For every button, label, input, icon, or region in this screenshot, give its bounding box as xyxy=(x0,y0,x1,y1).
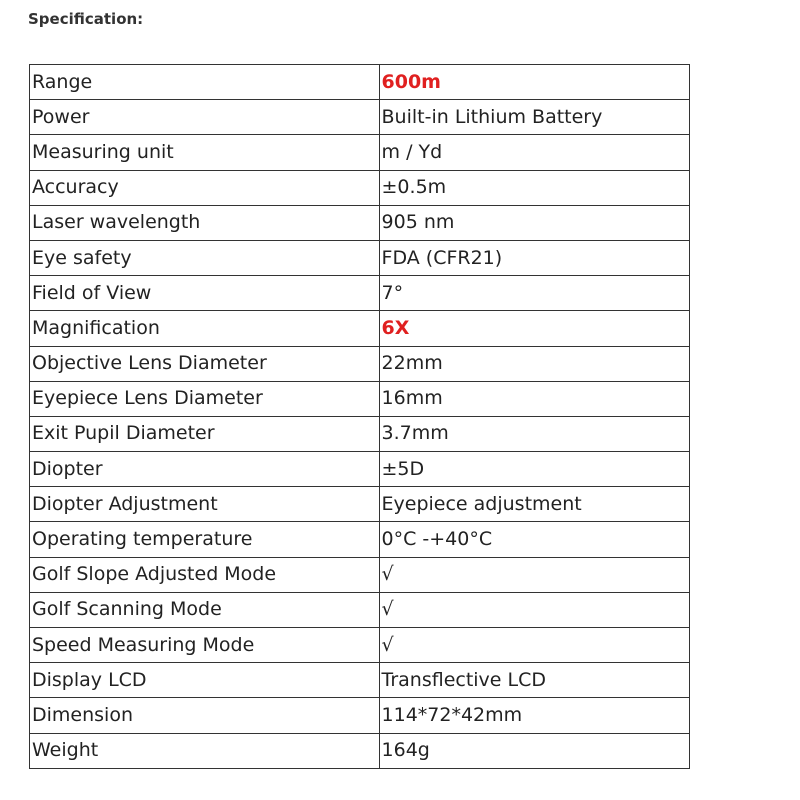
table-row xyxy=(30,311,690,346)
table-row xyxy=(30,628,690,663)
spec-label: Laser wavelength xyxy=(30,205,380,240)
spec-value: √ xyxy=(379,628,689,663)
table-row xyxy=(30,135,690,170)
spec-label: Diopter Adjustment xyxy=(30,487,380,522)
spec-value: 22mm xyxy=(379,346,689,381)
table-row xyxy=(30,487,690,522)
spec-label: Accuracy xyxy=(30,170,380,205)
spec-label: Dimension xyxy=(30,698,380,733)
spec-label: Weight xyxy=(30,733,380,768)
spec-value: 16mm xyxy=(379,381,689,416)
section-heading: Specification: xyxy=(28,10,144,28)
spec-label: Operating temperature xyxy=(30,522,380,557)
table-row xyxy=(30,557,690,592)
spec-value: m / Yd xyxy=(379,135,689,170)
table-row xyxy=(30,65,690,100)
spec-label: Exit Pupil Diameter xyxy=(30,416,380,451)
table-row xyxy=(30,381,690,416)
spec-label: Measuring unit xyxy=(30,135,380,170)
spec-label: Golf Slope Adjusted Mode xyxy=(30,557,380,592)
spec-value: Built-in Lithium Battery xyxy=(379,100,689,135)
table-row xyxy=(30,452,690,487)
table-row xyxy=(30,592,690,627)
spec-value: FDA (CFR21) xyxy=(379,240,689,275)
specification-table xyxy=(29,64,690,769)
spec-label: Magnification xyxy=(30,311,380,346)
table-row xyxy=(30,240,690,275)
spec-value: Eyepiece adjustment xyxy=(379,487,689,522)
spec-label: Power xyxy=(30,100,380,135)
spec-label: Diopter xyxy=(30,452,380,487)
spec-value: ±5D xyxy=(379,452,689,487)
spec-label: Display LCD xyxy=(30,663,380,698)
table-row xyxy=(30,663,690,698)
table-row xyxy=(30,698,690,733)
spec-label: Speed Measuring Mode xyxy=(30,628,380,663)
spec-value: 114*72*42mm xyxy=(379,698,689,733)
table-row xyxy=(30,100,690,135)
spec-value: 600m xyxy=(379,65,689,100)
table-row xyxy=(30,276,690,311)
spec-label: Eye safety xyxy=(30,240,380,275)
spec-value: 7° xyxy=(379,276,689,311)
spec-label: Eyepiece Lens Diameter xyxy=(30,381,380,416)
spec-label: Range xyxy=(30,65,380,100)
spec-label: Objective Lens Diameter xyxy=(30,346,380,381)
spec-value: 6X xyxy=(379,311,689,346)
table-row xyxy=(30,170,690,205)
spec-label: Field of View xyxy=(30,276,380,311)
spec-value: √ xyxy=(379,592,689,627)
table-row xyxy=(30,346,690,381)
spec-label: Golf Scanning Mode xyxy=(30,592,380,627)
spec-value: 164g xyxy=(379,733,689,768)
specification-table-body xyxy=(30,65,690,769)
table-row xyxy=(30,205,690,240)
spec-value: 0°C -+40°C xyxy=(379,522,689,557)
spec-value: Transflective LCD xyxy=(379,663,689,698)
spec-value: √ xyxy=(379,557,689,592)
table-row xyxy=(30,522,690,557)
spec-value: ±0.5m xyxy=(379,170,689,205)
table-row xyxy=(30,733,690,768)
table-row xyxy=(30,416,690,451)
spec-value: 905 nm xyxy=(379,205,689,240)
spec-value: 3.7mm xyxy=(379,416,689,451)
